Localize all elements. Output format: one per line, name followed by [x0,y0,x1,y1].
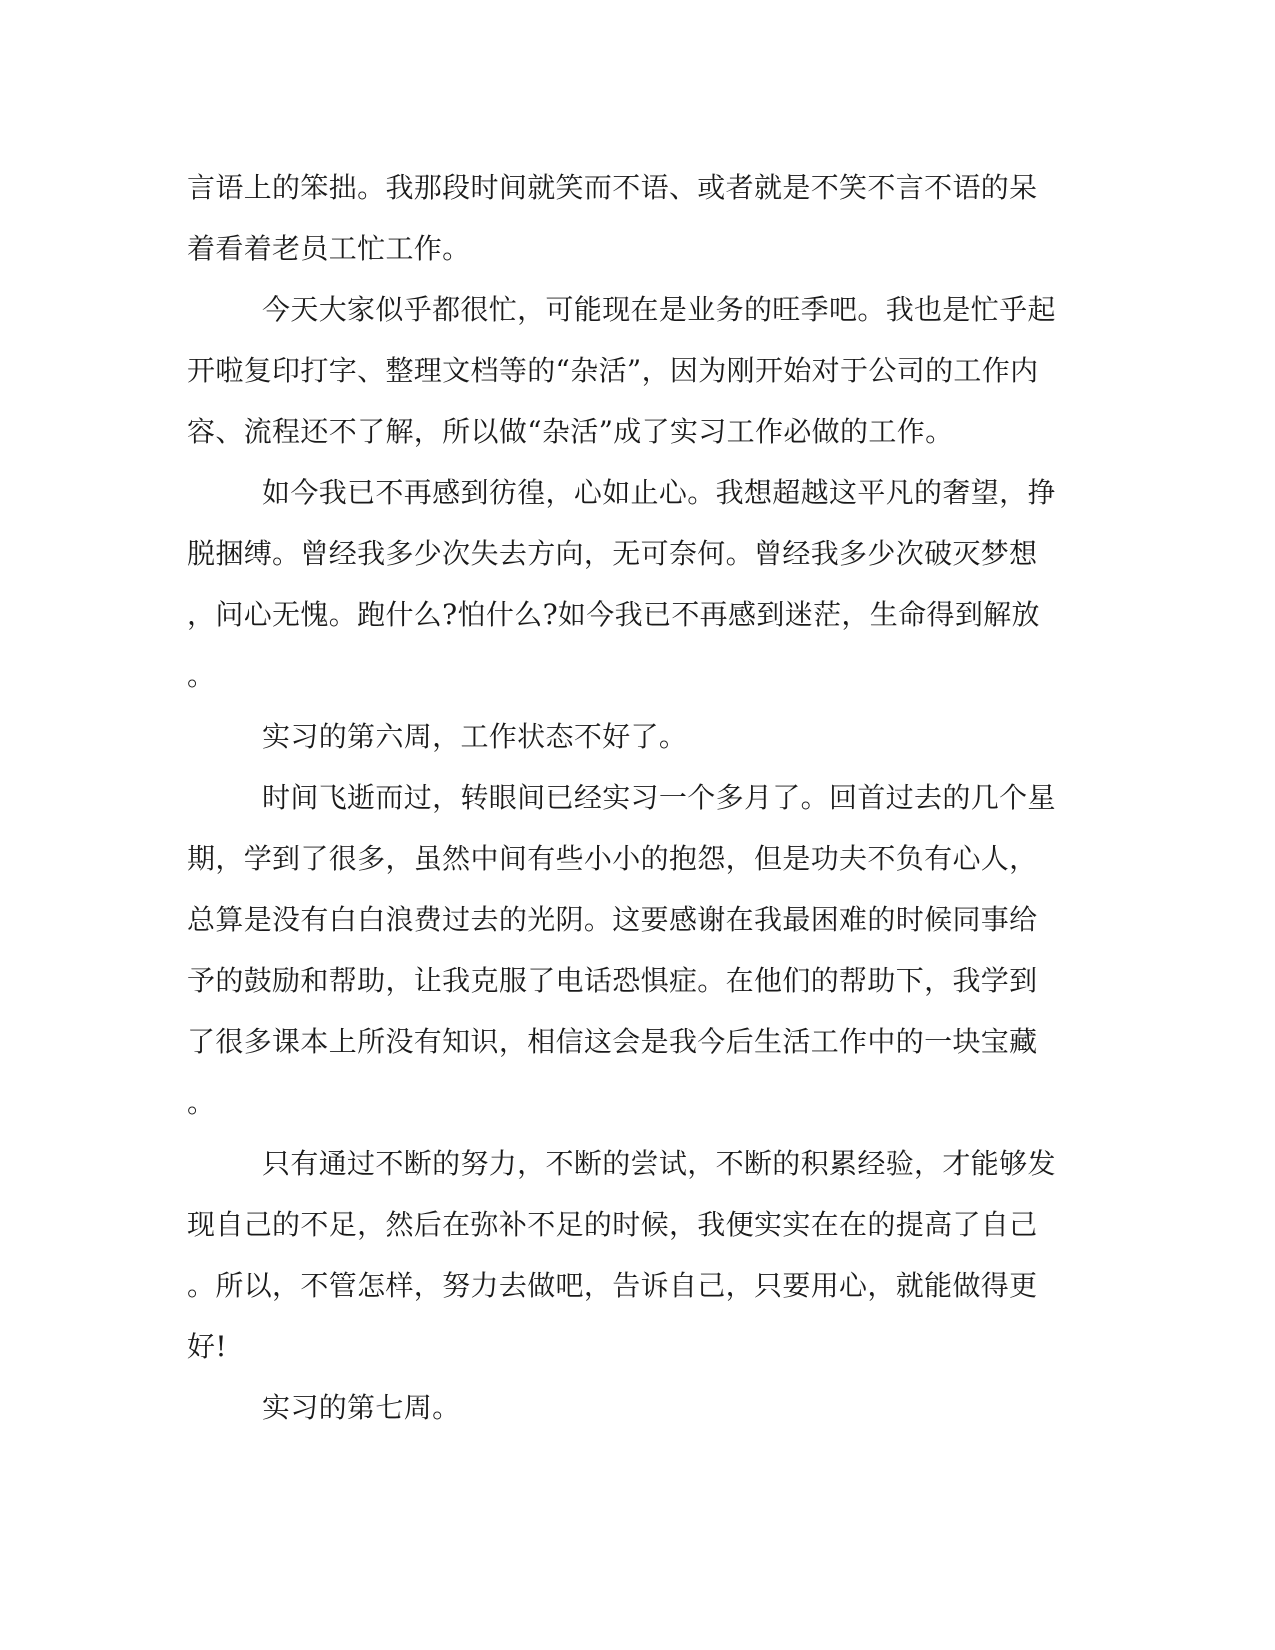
text-line: 言语上的笨拙。我那段时间就笑而不语、或者就是不笑不言不语的呆 [187,171,1038,204]
text-line: 着看着老员工忙工作。 [187,232,471,265]
text-line: 实习的第七周。 [262,1391,461,1424]
text-line: 期，学到了很多，虽然中间有些小小的抱怨，但是功夫不负有心人， [187,842,1038,875]
text-line: 脱捆缚。曾经我多少次失去方向，无可奈何。曾经我多少次破灭梦想 [187,537,1038,570]
text-line: 时间飞逝而过，转眼间已经实习一个多月了。回首过去的几个星 [262,781,1056,814]
text-line: 。 [187,659,216,692]
text-line: 了很多课本上所没有知识，相信这会是我今后生活工作中的一块宝藏 [187,1025,1038,1058]
text-line: 只有通过不断的努力，不断的尝试，不断的积累经验，才能够发 [262,1147,1056,1180]
text-line: 实习的第六周，工作状态不好了。 [262,720,688,753]
text-line: 总算是没有白白浪费过去的光阴。这要感谢在我最困难的时候同事给 [187,903,1038,936]
text-line: 。 [187,1086,216,1119]
text-line: 好! [187,1330,227,1363]
text-line: 予的鼓励和帮助，让我克服了电话恐惧症。在他们的帮助下，我学到 [187,964,1038,997]
text-line: 如今我已不再感到彷徨，心如止心。我想超越这平凡的奢望，挣 [262,476,1056,509]
document-body [187,157,1067,1438]
text-line: 现自己的不足，然后在弥补不足的时候，我便实实在在的提高了自己 [187,1208,1038,1241]
text-line: 今天大家似乎都很忙，可能现在是业务的旺季吧。我也是忙乎起 [262,293,1056,326]
text-line: 开啦复印打字、整理文档等的“杂活”，因为刚开始对于公司的工作内 [187,354,1039,387]
text-line: 。所以，不管怎样，努力去做吧，告诉自己，只要用心，就能做得更 [187,1269,1038,1302]
text-line: ，问心无愧。跑什么?怕什么?如今我已不再感到迷茫，生命得到解放 [187,598,1040,631]
text-line: 容、流程还不了解，所以做“杂活”成了实习工作必做的工作。 [187,415,954,448]
